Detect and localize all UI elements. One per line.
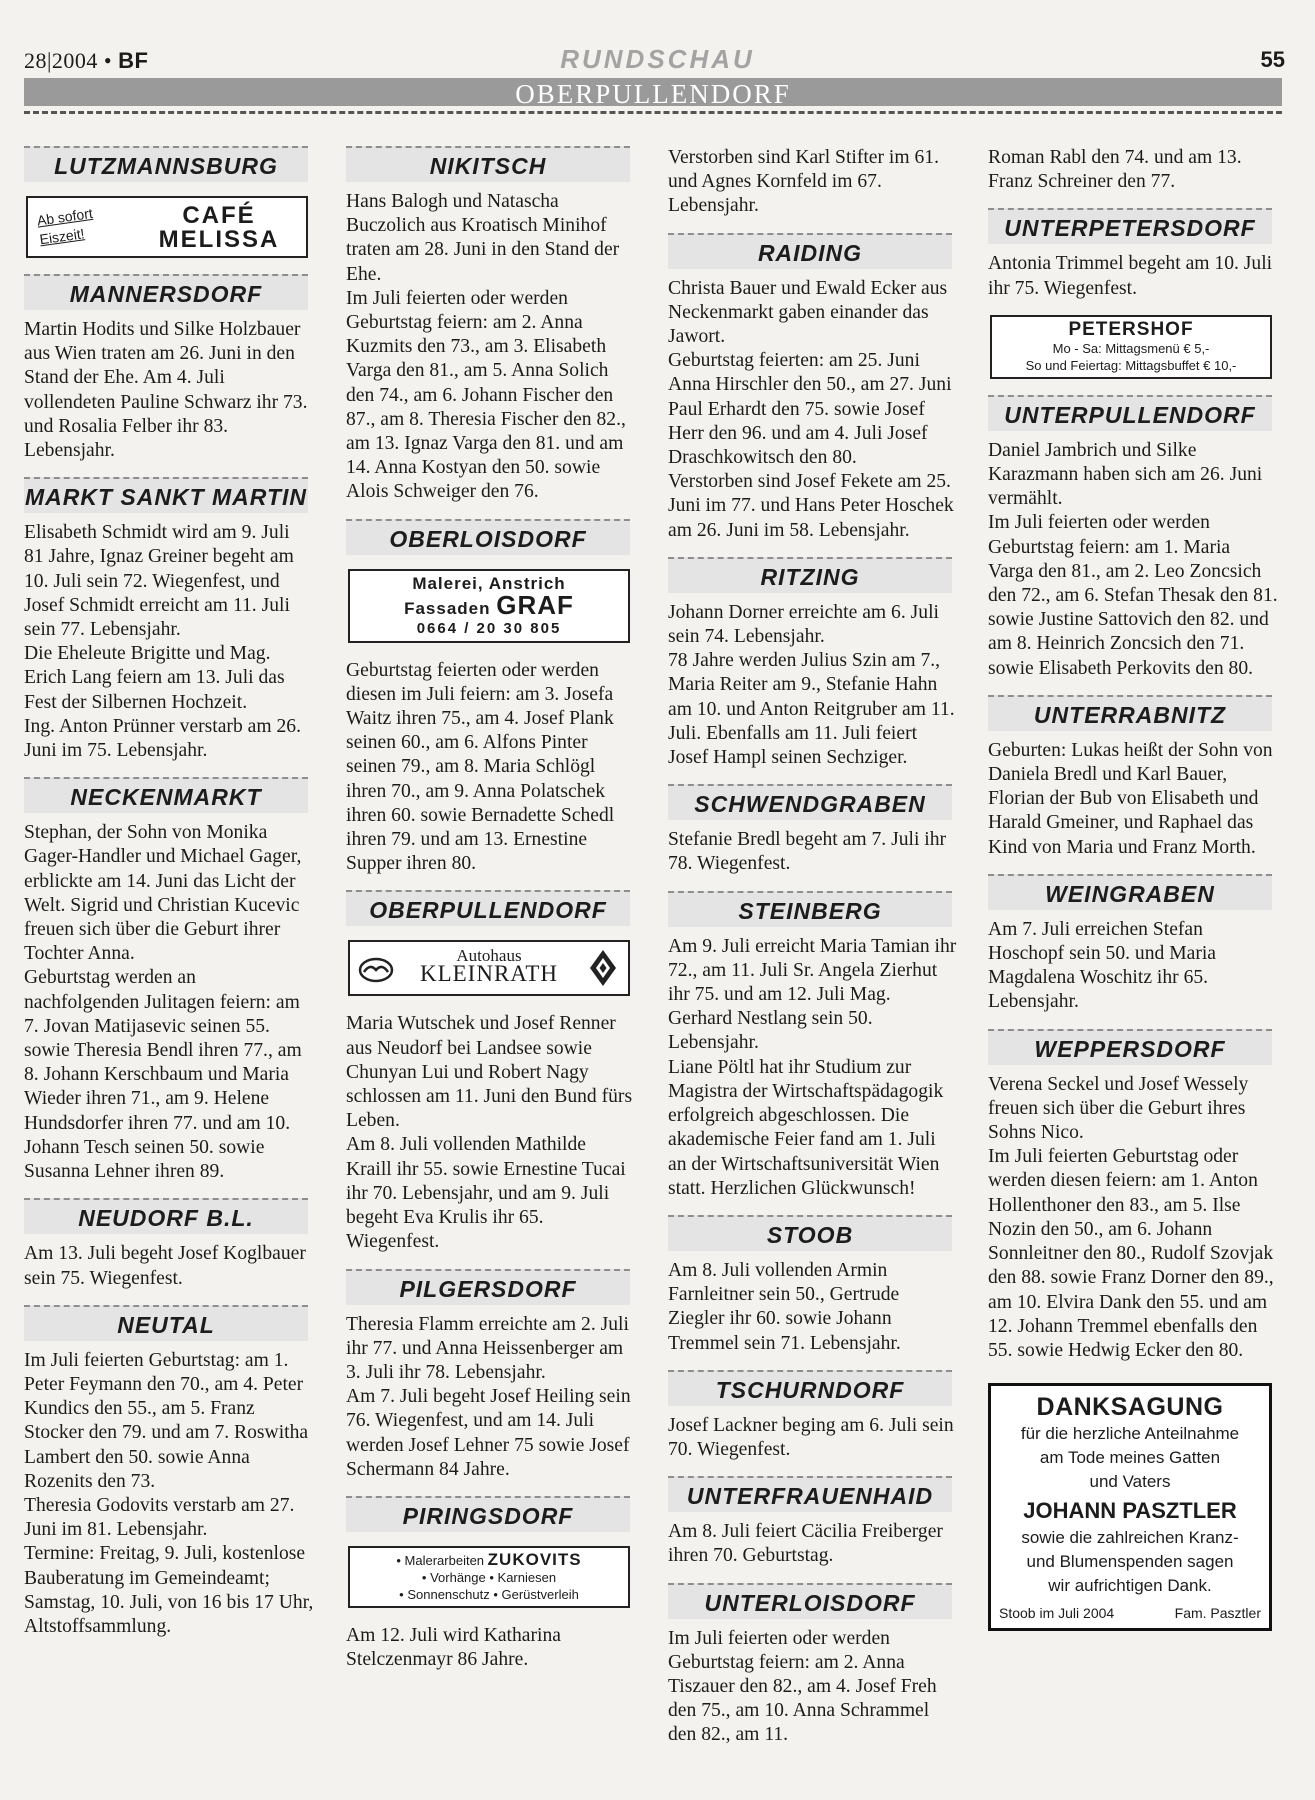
town-heading: LUTZMANNSBURG [24,146,308,182]
article-text: Am 7. Juli begeht Josef Heiling sein 76. Wiegenfest, und am 14. Juli werden Josef Lehner 75 sowie Josef Schermann 84 Jahre. [346,1386,631,1480]
town-heading: UNTERLOISDORF [668,1583,952,1619]
town-heading: STOOB [668,1215,952,1251]
section-divider [24,111,1282,114]
danksagung-notice [988,1383,1272,1631]
town-heading: OBERLOISDORF [346,519,630,555]
ad-graf-name: GRAF [496,589,574,620]
article-text: Elisabeth Schmidt wird am 9. Juli 81 Jahre, Ignaz Greiner begeht am 10. Juli sein 72. Wiegenfest, und Josef Schmidt erreicht am 11. Juli sein 77. Lebensjahr. [24,522,294,641]
town-heading: NEUTAL [24,1305,308,1341]
article-text: Im Juli feierten oder werden Geburtstag feiern: am 1. Maria Varga den 81., am 2. Leo Zoncsich den 72., am 6. Stefan Thesak den 81. sowie Justine Sattovich den 82. und am 8. Heinrich Zoncsich den 71. sowie Elisabeth Perkovits den 80. [988,512,1278,679]
issue-number: 28|2004 • [24,48,113,73]
town-heading: MANNERSDORF [24,274,308,310]
ad-zukovits-service: • Malerarbeiten [396,1552,485,1568]
article-text: Antonia Trimmel begeht am 10. Juli ihr 75. Wiegenfest. [988,253,1273,299]
article-text: Am 12. Juli wird Katharina Stelczenmayr 86 Jahre. [346,1624,561,1671]
ad-autohaus-label: Autohaus [456,946,522,966]
article-text: Verstorben sind Josef Fekete am 25. Juni im 77. und Hans Peter Hoschek am 26. Juni im 58. Lebensjahr. [668,471,954,541]
danksagung-line: sowie die zahlreichen Kranz- [1021,1528,1239,1548]
town-heading: WEINGRABEN [988,874,1272,910]
town-heading: NEUDORF B.L. [24,1198,308,1234]
town-heading: MARKT SANKT MARTIN [24,477,308,513]
article-text: Roman Rabl den 74. und am 13. Franz Schreiner den 77. [988,147,1242,193]
article-text: Geburten: Lukas heißt der Sohn von Daniela Bredl und Karl Bauer, Florian der Bub von Elisabeth und Harald Gmeiner, und Raphael das Kind von Maria und Franz Morth. [988,739,1273,858]
article-text: Am 8. Juli vollenden Armin Farnleitner sein 50., Gertrude Ziegler ihr 60. sowie Johann Tremmel sein 71. Lebensjahr. [668,1259,901,1354]
ad-graf-phone: 0664 / 20 30 805 [416,619,562,637]
ad-graf-fassaden: Fassaden [404,598,491,618]
article-text: Geburtstag werden an nachfolgenden Julitagen feiern: am 7. Jovan Matijasevic seinen 55. sowie Theresia Bendl ihren 77., am 8. Johann Kerschbaum und Maria Wieder ihren 71., am 9. Helene Hundsdorfer ihren 77. und am 10. Johann Tesch seinen 50. sowie Susanna Lehner ihren 89. [24,967,302,1183]
section-title: OBERPULLENDORF [24,78,1282,106]
article-text: Geburtstag feierten oder werden diesen im Juli feiern: am 3. Josefa Waitz ihren 75., am 4. Josef Plank seinen 60., am 6. Alfons Pinter seinen 79., am 8. Maria Schlögl ihren 70., am 9. Anna Polatschek ihren 60. sowie Bernadette Schedl ihren 79. und am 13. Ernestine Supper ihren 80. [346,659,615,875]
article-text: Die Eheleute Brigitte und Mag. Erich Lang feiern am 13. Juli das Fest der Silbernen Hochzeit. [24,643,285,713]
town-heading: SCHWENDGRABEN [668,784,952,820]
article-text: Theresia Godovits verstarb am 27. Juni im 81. Lebensjahr. [24,1494,295,1541]
publication-name: RUNDSCHAU [560,44,755,74]
article-text: Im Juli feierten Geburtstag oder werden diesen feiern: am 1. Anton Hollenthoner den 83., am 5. Ilse Nozin den 50., am 6. Johann Sonnleitner den 80., Rudolf Szovjak den 88. sowie Franz Dorner den 89., am 10. Elvira Dank den 55. und am 12. Johann Tremmel ebenfalls den 55. sowie Hedwig Ecker den 80. [988,1146,1274,1361]
article-text: Am 9. Juli erreicht Maria Tamian ihr 72., am 11. Juli Sr. Angela Zierhut ihr 75. und am 12. Juli Mag. Gerhard Nestlang sein 50. Lebensjahr. [668,935,957,1054]
article-text: Stephan, der Sohn von Monika Gager-Handler und Michael Gager, erblickte am 14. Juni das Licht der Welt. Sigrid und Christian Kucevic freuen sich über die Geburt ihrer Tochter Anna. [24,822,302,965]
danksagung-line: für die herzliche Anteilnahme [1020,1424,1240,1444]
ad-cafe-melissa [26,196,308,258]
renault-logo-icon [588,948,618,988]
ad-zukovits [348,1546,630,1608]
article-text: Maria Wutschek und Josef Renner aus Neudorf bei Landsee sowie Chunyan Lui und Robert Nagy schlossen am 11. Juni den Bund fürs Leben. [346,1013,633,1132]
article-text: Geburtstag feierten: am 25. Juni Anna Hirschler den 50., am 27. Juni Paul Erhardt den 75. sowie Josef Herr den 96. und am 4. Juli Josef Draschkowitsch den 80. [668,350,952,469]
town-heading: OBERPULLENDORF [346,890,630,926]
town-heading: UNTERPULLENDORF [988,395,1272,431]
town-heading: RITZING [668,557,952,593]
danksagung-line: und Vaters [1089,1472,1171,1492]
article-text: Daniel Jambrich und Silke Karazmann haben sich am 26. Juni vermählt. [988,439,1263,510]
article-text: Stefanie Bredl begeht am 7. Juli ihr 78. Wiegenfest. [668,829,947,875]
article-text: Am 7. Juli erreichen Stefan Hoschopf sein 50. und Maria Magdalena Woschitz ihr 65. Lebensjahr. [988,918,1217,1013]
town-heading: UNTERRABNITZ [988,695,1272,731]
article-text: Theresia Flamm erreichte am 2. Juli ihr 77. und Anna Heissenberger am 3. Juli ihr 78. Lebensjahr. [346,1313,629,1383]
town-heading: NECKENMARKT [24,777,308,813]
ad-petershof [990,315,1272,379]
ad-graf-line2 [354,589,624,620]
article-text: Am 13. Juli begeht Josef Koglbauer sein 75. Wiegenfest. [24,1243,306,1289]
article-text: Johann Dorner erreichte am 6. Juli sein 74. Lebensjahr. [668,601,939,648]
article-text: 78 Jahre werden Julius Szin am 7., Maria Reiter am 9., Stefanie Hahn am 10. und Anton Reitgruber am 11. Juli. Ebenfalls am 11. Juli feiert Josef Hampl seinen Sechziger. [668,650,955,769]
ad-zukovits-line3: • Sonnenschutz • Gerüstverleih [399,1586,579,1602]
column-4 [988,146,1278,1631]
page-number: 55 [1260,47,1285,72]
danksagung-family: Fam. Pasztler [1174,1605,1261,1622]
ad-cafe-tag [36,201,121,250]
town-heading: WEPPERSDORF [988,1029,1272,1065]
ad-autohaus-kleinrath [348,940,630,996]
ad-zukovits-line2: • Vorhänge • Karniesen [421,1569,557,1585]
town-heading: PILGERSDORF [346,1269,630,1305]
ad-cafe-tag-line1: Ab sofort [35,204,94,229]
ad-malerei-graf [348,569,630,643]
column-2 [346,146,636,1672]
article-text: Ing. Anton Prünner verstarb am 26. Juni im 75. Lebensjahr. [24,715,301,762]
article-text: Verstorben sind Karl Stifter im 61. und Agnes Kornfeld im 67. Lebensjahr. [668,147,940,217]
article-text: Christa Bauer und Ewald Ecker aus Neckenmarkt gaben einander das Jawort. [668,277,948,348]
ad-autohaus-name: KLEINRATH [419,961,559,987]
article-text: Liane Pöltl hat ihr Studium zur Magistra der Wirtschaftspädagogik erfolgreich abgeschlossen. Die akademische Feier fand am 1. Juli an der Wirtschaftsuniversität Wien statt. Herzlichen Glückwunsch! [668,1056,944,1199]
danksagung-line: und Blumenspenden sagen [1026,1552,1234,1572]
article-text: Im Juli feierten oder werden Geburtstag feiern: am 2. Anna Tiszauer den 82., am 4. Josef Freh den 75., am 10. Anna Schrammel den 82., am 11. [668,1627,937,1746]
region-code: BF [118,48,149,73]
ad-cafe-name-line1: CAFÉ [182,202,256,229]
town-heading: PIRINGSDORF [346,1496,630,1532]
town-heading: UNTERPETERSDORF [988,208,1272,244]
article-text: Martin Hodits und Silke Holzbauer aus Wien traten am 26. Juni in den Stand der Ehe. Am 4. Juli vollendeten Pauline Schwarz ihr 73. und Rosalia Felber ihr 83. Lebensjahr. [24,319,308,462]
article-text: Josef Lackner beging am 6. Juli sein 70. Wiegenfest. [668,1414,954,1460]
article-text: Im Juli feierten Geburtstag: am 1. Peter Feymann den 70., am 4. Peter Kundics den 55., am 5. Franz Stocker den 79. und am 7. Roswitha Lambert den 50. sowie Anna Rozenits den 73. [24,1349,309,1492]
ad-zukovits-line1 [354,1551,624,1569]
ad-zukovits-name: ZUKOVITS [487,1549,582,1569]
danksagung-line: wir aufrichtigen Dank. [1048,1576,1212,1596]
column-3 [668,146,958,1748]
ad-graf-line1: Malerei, Anstrich [412,573,566,593]
ad-petershof-title: PETERSHOF [1068,318,1194,340]
article-text: Verena Seckel und Josef Wessely freuen sich über die Geburt ihres Sohns Nico. [988,1073,1249,1144]
town-heading: STEINBERG [668,891,952,927]
article-text: Im Juli feierten oder werden Geburtstag feiern: am 2. Anna Kuzmits den 73., am 3. Elisabeth Varga den 81., am 5. Anna Solich den 74., am 6. Johann Fischer den 87., am 8. Theresia Fischer den 82., am 13. Ignaz Varga den 81. und am 14. Anna Kostyan den 50. sowie Alois Schweiger den 76. [346,287,626,503]
ad-petershof-line1: Mo - Sa: Mittagsmenü € 5,- [1052,340,1210,356]
town-heading: UNTERFRAUENHAID [668,1476,952,1512]
ad-cafe-tag-line2: Eiszeit! [38,225,86,248]
article-text: Am 8. Juli vollenden Mathilde Kraill ihr 55. sowie Ernestine Tucai ihr 70. Lebensjahr, und am 9. Juli begeht Eva Krulis ihr 65. Wiegenfest. [346,1134,626,1253]
town-heading: NIKITSCH [346,146,630,182]
ad-petershof-line2: So und Feiertag: Mittagsbuffet € 10,- [1025,357,1237,373]
town-heading: TSCHURNDORF [668,1370,952,1406]
article-text: Am 8. Juli feiert Cäcilia Freiberger ihren 70. Geburtstag. [668,1521,943,1567]
danksagung-footer [999,1604,1261,1622]
ad-cafe-name-line2: MELISSA [158,226,280,253]
article-text: Hans Balogh und Natascha Buczolich aus Kroatisch Minihof traten am 28. Juni in den Stand der Ehe. [346,191,620,285]
danksagung-line: am Tode meines Gatten [1039,1448,1221,1468]
ad-cafe-name [138,204,300,252]
column-1 [24,146,314,1639]
danksagung-deceased-name: JOHANN PASZTLER [1023,1498,1237,1524]
article-text: Termine: Freitag, 9. Juli, kostenlose Bauberatung im Gemeindeamt; Samstag, 10. Juli, von 16 bis 17 Uhr, Altstoffsammlung. [24,1543,314,1637]
danksagung-heading: DANKSAGUNG [1036,1393,1224,1422]
town-heading: RAIDING [668,233,952,269]
danksagung-place-date: Stoob im Juli 2004 [999,1605,1115,1622]
